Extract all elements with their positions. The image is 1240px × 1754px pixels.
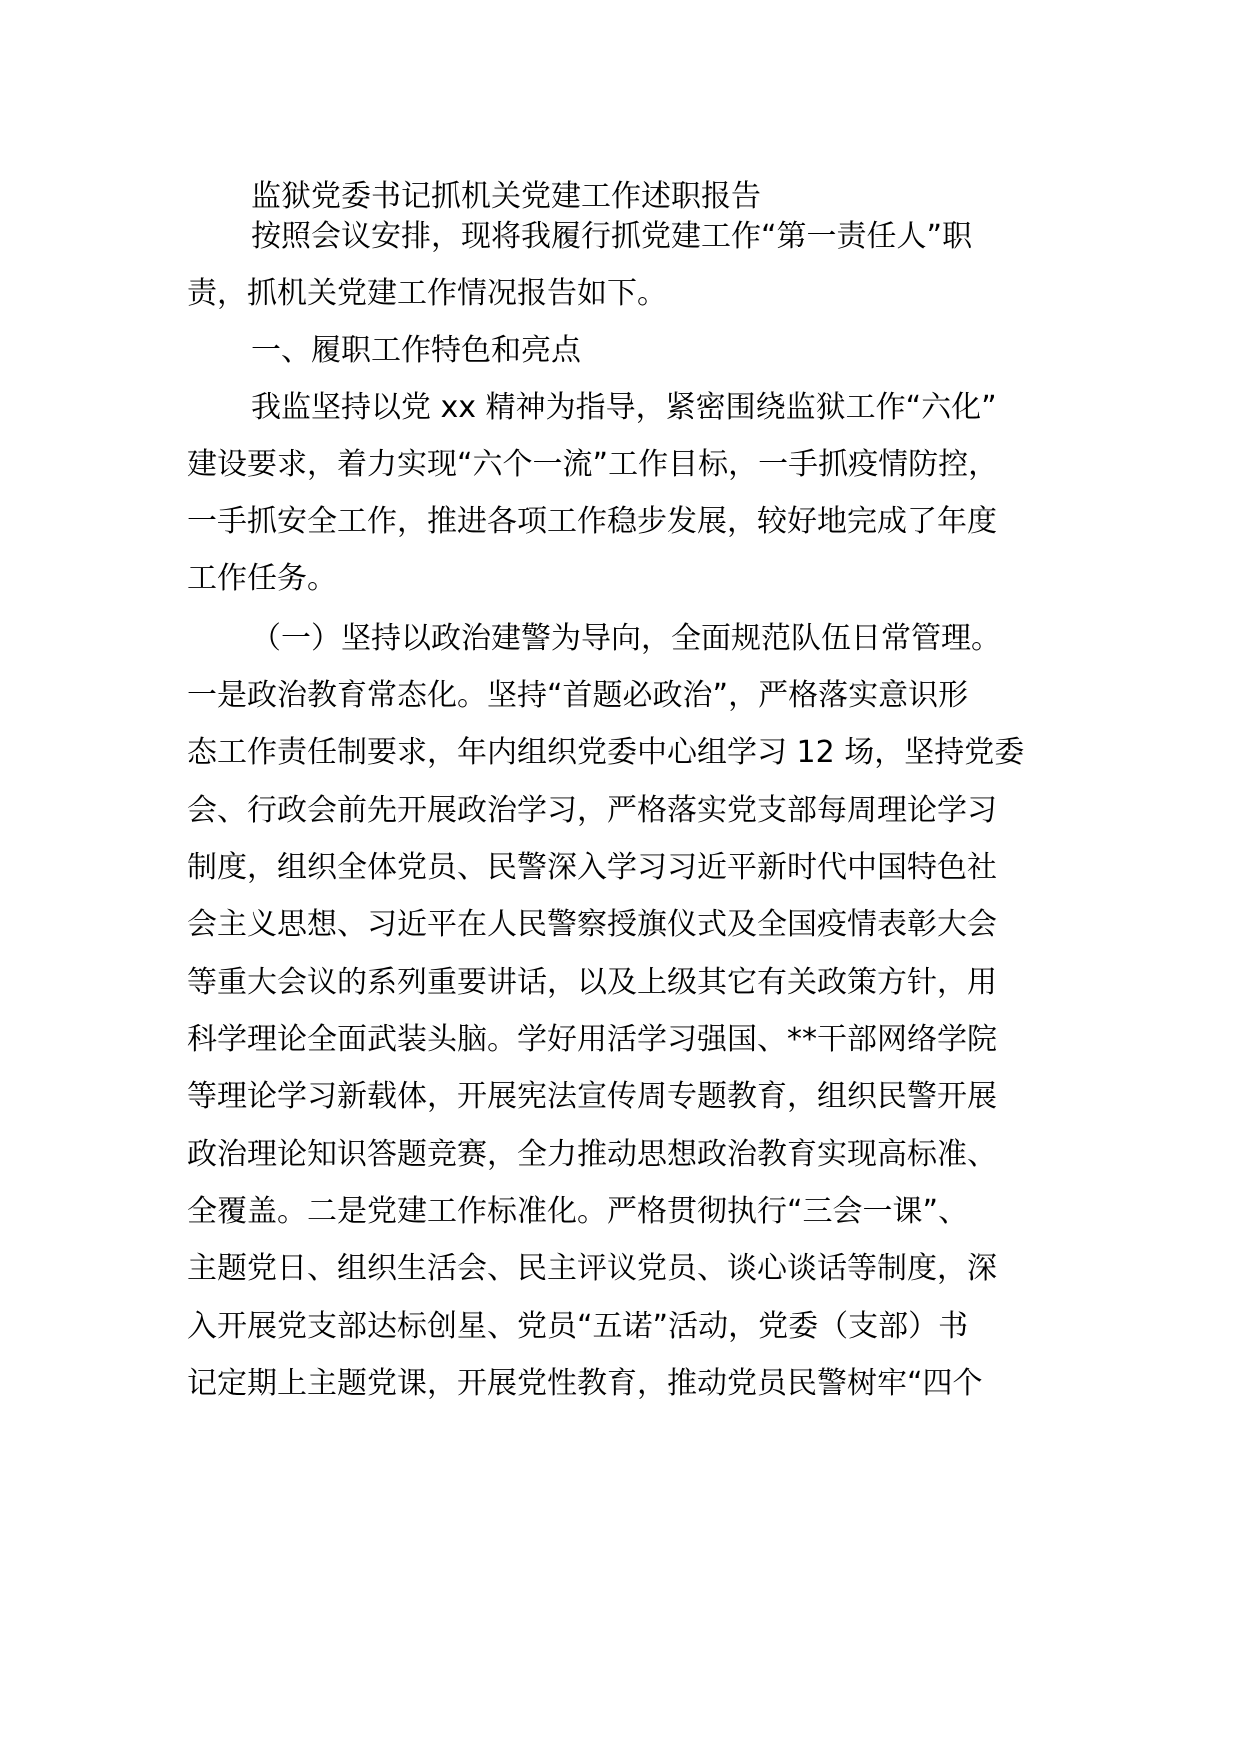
paragraph-line: 记定期上主题党课，开展党性教育，推动党员民警树牢“四个: [187, 1366, 983, 1401]
paragraph-line: 按照会议安排，现将我履行抓党建工作“第一责任人”职: [251, 219, 973, 254]
paragraph-line: 全覆盖。二是党建工作标准化。严格贯彻执行“三会一课”、: [187, 1194, 969, 1229]
paragraph-line: 我监坚持以党 xx 精神为指导，紧密围绕监狱工作“六化”: [251, 390, 997, 425]
paragraph-line: 入开展党支部达标创星、党员“五诺”活动，党委（支部）书: [187, 1309, 969, 1344]
subsection-heading: （一）坚持以政治建警为导向，全面规范队伍日常管理。: [251, 621, 1001, 656]
paragraph-line: 制度，组织全体党员、民警深入学习习近平新时代中国特色社: [187, 850, 997, 885]
paragraph-line: 主题党日、组织生活会、民主评议党员、谈心谈话等制度，深: [187, 1251, 997, 1286]
paragraph-line: 会、行政会前先开展政治学习，严格落实党支部每周理论学习: [187, 793, 997, 828]
paragraph-line: 科学理论全面武装头脑。学好用活学习强国、**干部网络学院: [187, 1022, 997, 1057]
paragraph-line: 一手抓安全工作，推进各项工作稳步发展，较好地完成了年度: [187, 504, 997, 539]
paragraph-line: 态工作责任制要求，年内组织党委中心组学习 12 场，坚持党委: [187, 735, 1025, 770]
paragraph-line: 政治理论知识答题竞赛，全力推动思想政治教育实现高标准、: [187, 1137, 997, 1172]
paragraph-line: 一是政治教育常态化。坚持“首题必政治”，严格落实意识形: [187, 678, 969, 713]
paragraph-line: 责，抓机关党建工作情况报告如下。: [187, 276, 667, 311]
section-heading: 一、履职工作特色和亮点: [251, 333, 581, 368]
paragraph-line: 会主义思想、习近平在人民警察授旗仪式及全国疫情表彰大会: [187, 907, 997, 942]
paragraph-line: 建设要求，着力实现“六个一流”工作目标，一手抓疫情防控，: [187, 447, 999, 482]
paragraph-line: 工作任务。: [187, 561, 337, 596]
document-title: 监狱党委书记抓机关党建工作述职报告: [251, 179, 761, 214]
paragraph-line: 等重大会议的系列重要讲话，以及上级其它有关政策方针，用: [187, 965, 997, 1000]
paragraph-line: 等理论学习新载体，开展宪法宣传周专题教育，组织民警开展: [187, 1079, 997, 1114]
